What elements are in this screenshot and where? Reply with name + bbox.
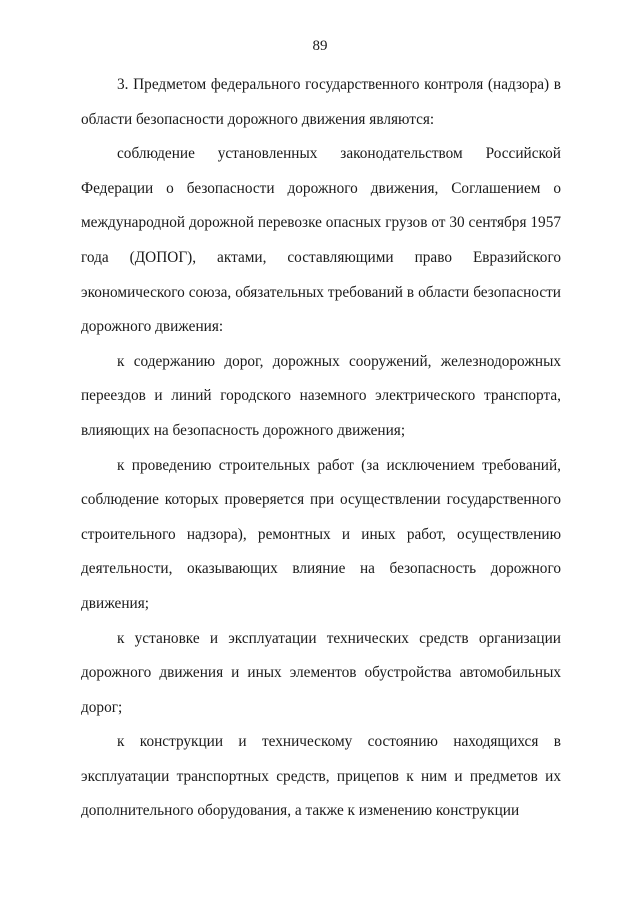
paragraph-traffic-control-devices: к установке и эксплуатации технических средств организации дорожного движения и иных элементов обустройства автомобильных дорог; bbox=[81, 629, 561, 716]
paragraph-road-maintenance: к содержанию дорог, дорожных сооружений, железнодорожных переездов и линий городского наземного электрического транспорта, влияющих на безопасность дорожного движения; bbox=[81, 352, 561, 439]
document-body bbox=[81, 68, 561, 829]
paragraph-construction-works: к проведению строительных работ (за исключением требований, соблюдение которых проверяется при осуществлении государственного строительного надзора), ремонтных и иных работ, осуществлению деятельности, оказывающих влияние на безопасность дорожного движения; bbox=[81, 456, 561, 612]
paragraph-compliance-requirements: соблюдение установленных законодательством Российской Федерации о безопасности дорожного движения, Соглашением о международной дорожной перевозке опасных грузов от 30 сентября 1957 года (ДОПОГ), актами, составляющими право Евразийского экономического союза, обязательных требований в области безопасности дорожного движения: bbox=[81, 145, 561, 336]
paragraph-subject-of-control: 3. Предметом федерального государственного контроля (надзора) в области безопасности дорожного движения являются: bbox=[81, 76, 561, 128]
paragraph-vehicle-construction: к конструкции и техническому состоянию находящихся в эксплуатации транспортных средств, прицепов к ним и предметов их дополнительного оборудования, а также к изменению конструкции bbox=[81, 733, 561, 820]
page-number: 89 bbox=[312, 38, 328, 54]
